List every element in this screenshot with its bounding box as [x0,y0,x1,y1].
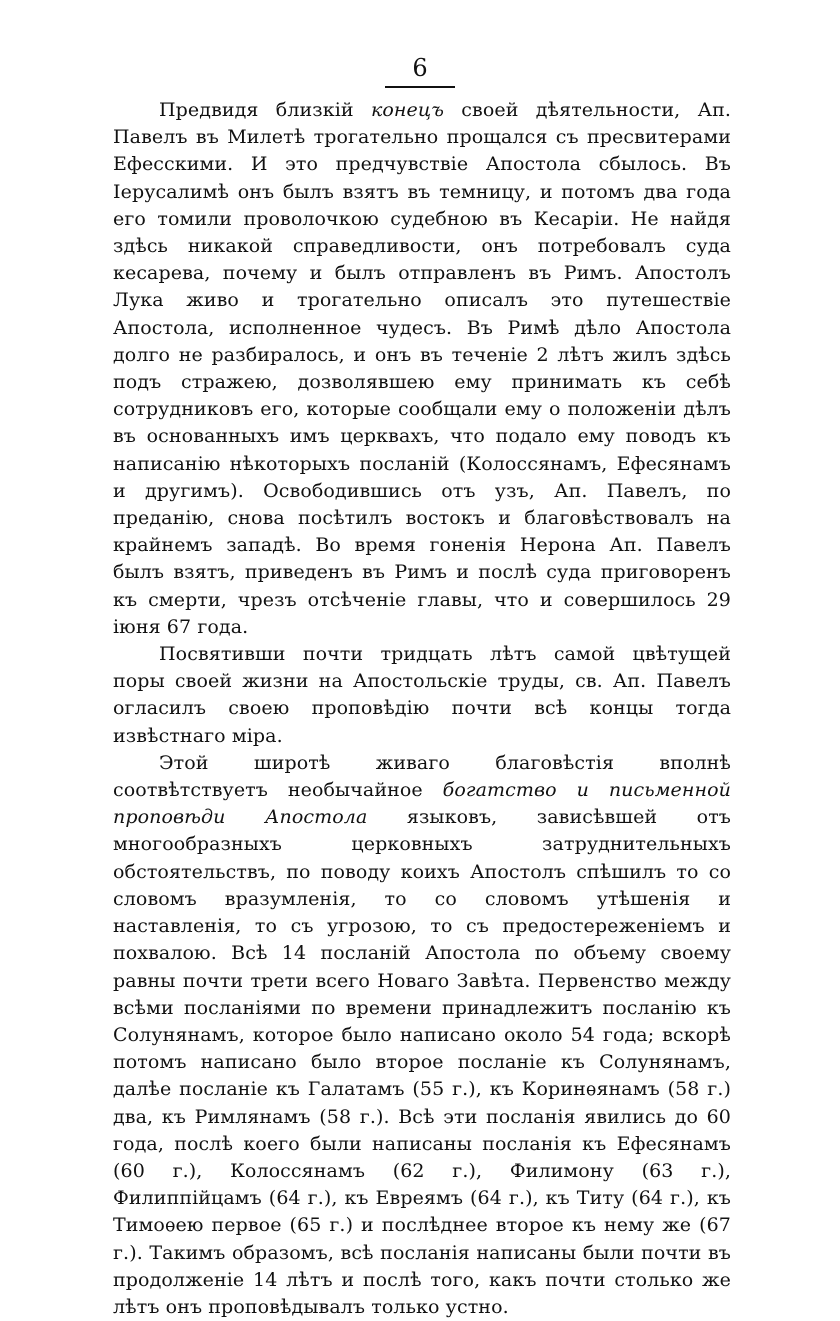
paragraph-3-text-b: языковъ, зависѣвшей отъ многообразныхъ церковныхъ затруднительныхъ обстоятельствъ, по поводу коихъ Апостолъ спѣшилъ то со словомъ вразумленія, то со словомъ утѣшенія и наставленія, то съ угрозою, то съ предостереженіемъ и похвалою. Всѣ 14 посланій Апостола по объему своему равны почти трети всего Новаго Завѣта. Первенство между всѣми посланіями по времени принадлежитъ посланію къ Солунянамъ, которое было написано около 54 года; вскорѣ потомъ написано было второе посланіе къ Солунянамъ, далѣе посланіе къ Галатамъ (55 г.), къ Коринѳянамъ (58 г.) два, къ Римлянамъ (58 г.). Всѣ эти посланія явились до 60 года, послѣ коего были написаны посланія къ Ефесянамъ (60 г.), Колоссянамъ (62 г.), Филимону (63 г.), Филиппійцамъ (64 г.), къ Евреямъ (64 г.), къ Титу (64 г.), къ Тимоѳею первое (65 г.) и послѣднее второе къ нему же (67 г.). Такимъ образомъ, всѣ посланія написаны были почти въ продолженіе 14 лѣтъ и послѣ того, какъ почти столько же лѣтъ онъ проповѣдывалъ только устно. [113,806,731,1318]
page-number: 6 [412,54,428,82]
paragraph-1 [113,97,731,641]
body-text [113,97,731,1321]
paragraph-1-italic: конецъ [370,99,445,121]
paragraph-1-text-a: Предвидя близкій [159,99,371,121]
paragraph-3-text-a: Этой широтѣ живаго благовѣстія вполнѣ соотвѣтствуетъ необычайное [113,751,731,802]
paragraph-2-text-a: Посвятивши почти тридцать лѣтъ самой цвѣтущей поры своей жизни на Апостольскіе труды, св. Ап. Павелъ огласилъ своею проповѣдію почти всѣ концы тогда извѣстнаго міра. [113,643,731,747]
paragraph-3 [113,750,731,1321]
paragraph-1-text-b: своей дѣятельности, Ап. Павелъ въ Милетѣ трогательно прощался съ пресвитерами Ефесскими. И это предчувствіе Апостола сбылось. Въ Іерусалимѣ онъ былъ взятъ въ темницу, и потомъ два года его томили проволочкою судебною въ Кесаріи. Не найдя здѣсь никакой справедливости, онъ потребовалъ суда кесарева, почему и былъ отправленъ въ Римъ. Апостолъ Лука живо и трогательно описалъ это путешествіе Апостола, исполненное чудесъ. Въ Римѣ дѣло Апостола долго не разбиралось, и онъ въ теченіе 2 лѣтъ жилъ здѣсь подъ стражею, дозволявшею ему принимать къ себѣ сотрудниковъ его, которые сообщали ему о положеніи дѣлъ въ основанныхъ имъ церквахъ, что подало ему поводъ къ написанію нѣкоторыхъ посланій (Колоссянамъ, Ефесянамъ и другимъ). Освободившись отъ узъ, Ап. Павелъ, по преданію, снова посѣтилъ востокъ и благовѣствовалъ на крайнемъ западѣ. Во время гоненія Нерона Ап. Павелъ былъ взятъ, приведенъ въ Римъ и послѣ суда приговоренъ къ смерти, чрезъ отсѣченіе главы, что и совершилось 29 іюня 67 года. [113,99,731,638]
page-number-rule [385,86,455,88]
paragraph-3-italic: богатство и письменной проповѣди Апостола [113,779,731,829]
paragraph-2 [113,641,731,750]
